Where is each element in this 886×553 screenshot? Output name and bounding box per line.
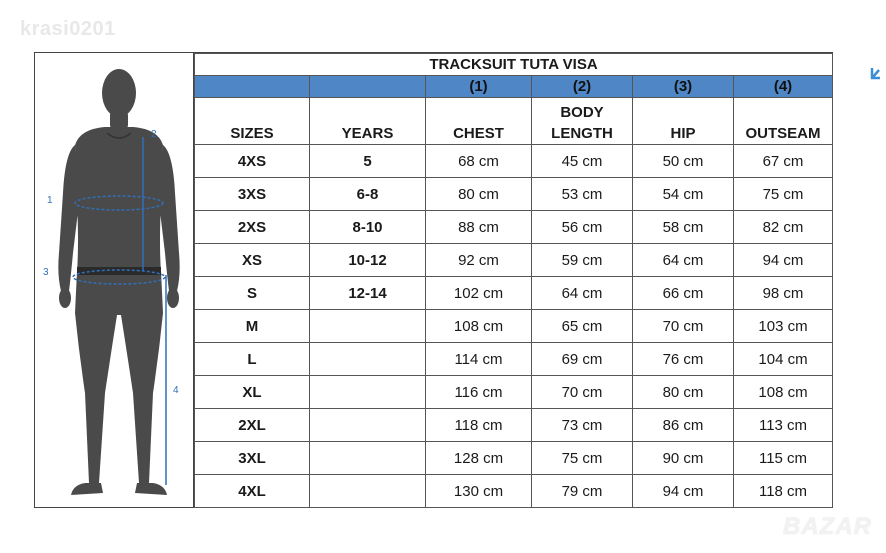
cell-hip: 86 cm bbox=[633, 409, 734, 442]
header-outseam: OUTSEAM bbox=[734, 98, 833, 145]
cell-chest: 128 cm bbox=[426, 442, 532, 475]
cell-years: 6-8 bbox=[310, 178, 426, 211]
cell-years: 8-10 bbox=[310, 211, 426, 244]
cell-hip: 58 cm bbox=[633, 211, 734, 244]
cell-years: 10-12 bbox=[310, 244, 426, 277]
table-row bbox=[195, 178, 833, 211]
cell-outseam: 103 cm bbox=[734, 310, 833, 343]
cell-chest: 68 cm bbox=[426, 145, 532, 178]
cell-body-length: 53 cm bbox=[532, 178, 633, 211]
cell-years bbox=[310, 376, 426, 409]
human-silhouette-icon bbox=[35, 53, 194, 507]
table-row bbox=[195, 376, 833, 409]
table-row bbox=[195, 145, 833, 178]
cell-years bbox=[310, 475, 426, 508]
cell-body-length: 56 cm bbox=[532, 211, 633, 244]
header-chest: CHEST bbox=[426, 98, 532, 145]
corner-arrow-icon bbox=[870, 66, 882, 80]
table-title: TRACKSUIT TUTA VISA bbox=[195, 54, 833, 76]
cell-size: 2XL bbox=[195, 409, 310, 442]
cell-outseam: 67 cm bbox=[734, 145, 833, 178]
cell-body-length: 79 cm bbox=[532, 475, 633, 508]
number-label: (3) bbox=[633, 76, 734, 98]
cell-size: XL bbox=[195, 376, 310, 409]
cell-size: 3XL bbox=[195, 442, 310, 475]
table-row bbox=[195, 211, 833, 244]
header-body-length: BODY LENGTH bbox=[532, 98, 633, 145]
marker-4-label: 4 bbox=[173, 385, 179, 396]
cell-body-length: 69 cm bbox=[532, 343, 633, 376]
cell-size: M bbox=[195, 310, 310, 343]
marker-2-label: 2 bbox=[151, 129, 157, 140]
cell-chest: 118 cm bbox=[426, 409, 532, 442]
cell-hip: 80 cm bbox=[633, 376, 734, 409]
header-years: YEARS bbox=[310, 98, 426, 145]
cell-hip: 64 cm bbox=[633, 244, 734, 277]
column-header-row bbox=[195, 98, 833, 145]
size-chart bbox=[34, 52, 833, 508]
cell-size: L bbox=[195, 343, 310, 376]
table-row bbox=[195, 409, 833, 442]
cell-hip: 66 cm bbox=[633, 277, 734, 310]
number-label: (4) bbox=[734, 76, 833, 98]
cell-years: 5 bbox=[310, 145, 426, 178]
header-sizes: SIZES bbox=[195, 98, 310, 145]
cell-outseam: 98 cm bbox=[734, 277, 833, 310]
cell-hip: 94 cm bbox=[633, 475, 734, 508]
cell-chest: 92 cm bbox=[426, 244, 532, 277]
table-row bbox=[195, 310, 833, 343]
cell-chest: 108 cm bbox=[426, 310, 532, 343]
cell-body-length: 73 cm bbox=[532, 409, 633, 442]
cell-hip: 76 cm bbox=[633, 343, 734, 376]
size-table bbox=[194, 53, 833, 508]
cell-years bbox=[310, 409, 426, 442]
number-label: (1) bbox=[426, 76, 532, 98]
cell-outseam: 82 cm bbox=[734, 211, 833, 244]
cell-outseam: 115 cm bbox=[734, 442, 833, 475]
cell-body-length: 45 cm bbox=[532, 145, 633, 178]
cell-outseam: 118 cm bbox=[734, 475, 833, 508]
cell-body-length: 75 cm bbox=[532, 442, 633, 475]
cell-size: 4XL bbox=[195, 475, 310, 508]
cell-hip: 50 cm bbox=[633, 145, 734, 178]
cell-size: 3XS bbox=[195, 178, 310, 211]
table-row bbox=[195, 343, 833, 376]
body-measurement-figure bbox=[35, 53, 194, 507]
header-hip: HIP bbox=[633, 98, 734, 145]
cell-chest: 88 cm bbox=[426, 211, 532, 244]
cell-hip: 90 cm bbox=[633, 442, 734, 475]
cell-chest: 116 cm bbox=[426, 376, 532, 409]
cell-chest: 114 cm bbox=[426, 343, 532, 376]
cell-body-length: 64 cm bbox=[532, 277, 633, 310]
cell-chest: 102 cm bbox=[426, 277, 532, 310]
cell-size: 2XS bbox=[195, 211, 310, 244]
marker-1-label: 1 bbox=[47, 195, 53, 206]
table-row bbox=[195, 244, 833, 277]
cell-chest: 130 cm bbox=[426, 475, 532, 508]
measure-number-row bbox=[195, 76, 833, 98]
cell-chest: 80 cm bbox=[426, 178, 532, 211]
cell-years: 12-14 bbox=[310, 277, 426, 310]
cell-outseam: 94 cm bbox=[734, 244, 833, 277]
cell-size: S bbox=[195, 277, 310, 310]
cell-hip: 54 cm bbox=[633, 178, 734, 211]
table-row bbox=[195, 277, 833, 310]
cell-hip: 70 cm bbox=[633, 310, 734, 343]
cell-size: 4XS bbox=[195, 145, 310, 178]
number-label: (2) bbox=[532, 76, 633, 98]
cell-years bbox=[310, 310, 426, 343]
cell-outseam: 113 cm bbox=[734, 409, 833, 442]
table-row bbox=[195, 442, 833, 475]
bazar-logo: BAZAR bbox=[783, 513, 872, 540]
marker-3-label: 3 bbox=[43, 267, 49, 278]
cell-outseam: 104 cm bbox=[734, 343, 833, 376]
cell-body-length: 65 cm bbox=[532, 310, 633, 343]
cell-body-length: 70 cm bbox=[532, 376, 633, 409]
cell-outseam: 108 cm bbox=[734, 376, 833, 409]
cell-years bbox=[310, 442, 426, 475]
watermark-text: krasi0201 bbox=[20, 18, 116, 40]
cell-body-length: 59 cm bbox=[532, 244, 633, 277]
cell-outseam: 75 cm bbox=[734, 178, 833, 211]
table-row bbox=[195, 475, 833, 508]
cell-size: XS bbox=[195, 244, 310, 277]
cell-years bbox=[310, 343, 426, 376]
